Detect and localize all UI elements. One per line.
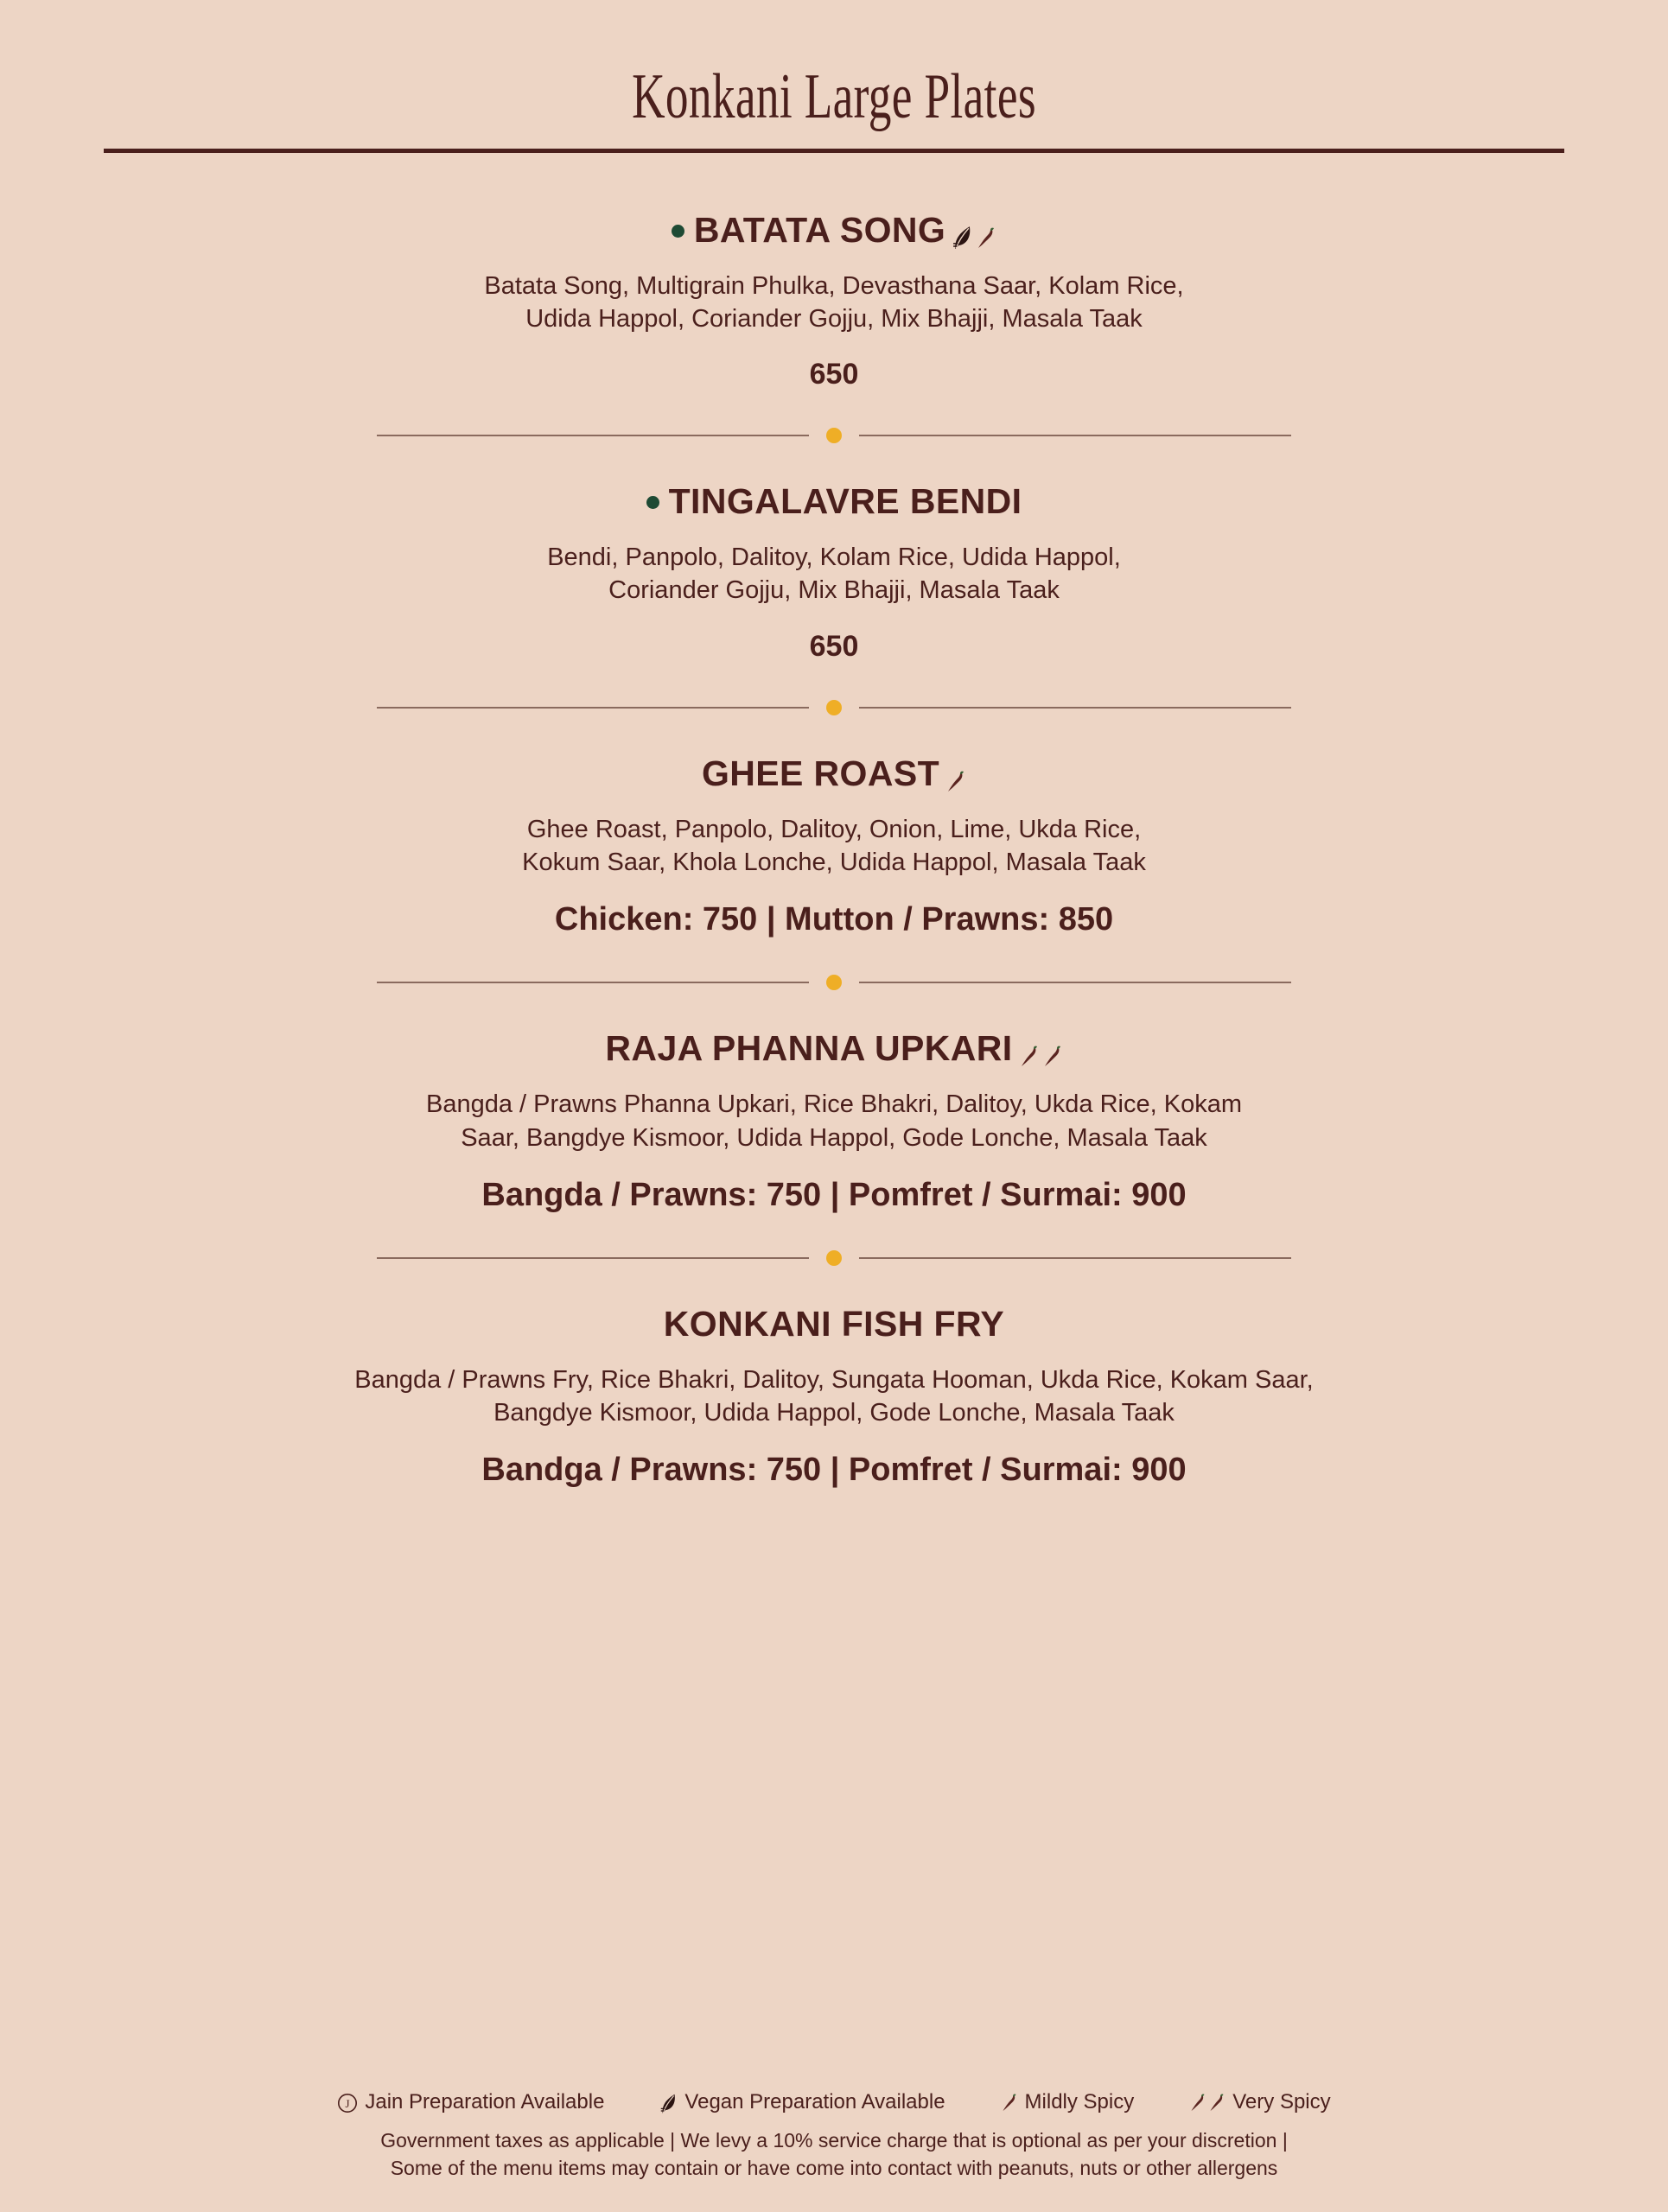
disclaimer-text (104, 2126, 1564, 2183)
veg-indicator-icon (672, 225, 684, 238)
description-line: Bangda / Prawns Fry, Rice Bhakri, Dalitoy, Sungata Hooman, Ukda Rice, Kokam Saar, (354, 1365, 1314, 1394)
menu-item-description (104, 1363, 1564, 1430)
description-line: Udida Happol, Coriander Gojju, Mix Bhajji, Masala Taak (525, 304, 1143, 333)
divider-line-left (377, 982, 809, 983)
menu-item-title: RAJA PHANNA UPKARI (605, 1028, 1013, 1069)
divider-dot (826, 1250, 842, 1266)
chili-very-icon (1019, 1037, 1040, 1060)
menu-item-title: KONKANI FISH FRY (663, 1303, 1005, 1344)
menu-item-price: 650 (809, 629, 859, 663)
divider-line-right (859, 435, 1291, 436)
menu-item-badges (1019, 1037, 1063, 1060)
description-line: Ghee Roast, Panpolo, Dalitoy, Onion, Lime, Ukda Rice, (526, 815, 1142, 843)
divider-line-right (859, 707, 1291, 709)
leaf-vegan-icon (659, 2093, 678, 2113)
menu-item-price: Bandga / Prawns: 750 | Pomfret / Surmai: 900 (481, 1452, 1187, 1489)
chili-mild-icon (1001, 2094, 1018, 2113)
chili-very-icon (1042, 1037, 1063, 1060)
chili-very-icon (1208, 2094, 1226, 2113)
leaf-vegan-icon (952, 218, 973, 243)
menu-item-name-row (104, 753, 1564, 794)
menu-item-name-row (104, 1304, 1564, 1344)
legend-item (659, 2090, 945, 2114)
description-line: Coriander Gojju, Mix Bhajji, Masala Taak (608, 576, 1060, 605)
divider-dot (826, 428, 842, 443)
menu-item (104, 481, 1564, 664)
chili-mild-icon (945, 762, 966, 785)
legend-item-label: Jain Preparation Available (365, 2089, 605, 2113)
page-title: Konkani Large Plates (632, 61, 1036, 132)
menu-item-title: BATATA SONG (693, 209, 946, 250)
menu-item-name-row (104, 1028, 1564, 1069)
menu-item (104, 1304, 1564, 1490)
menu-footer (104, 2090, 1564, 2212)
menu-item (104, 1028, 1564, 1214)
description-line: Kokum Saar, Khola Lonche, Udida Happol, Masala Taak (522, 849, 1146, 877)
menu-item (104, 210, 1564, 392)
svg-text:J: J (345, 2096, 350, 2110)
menu-item-name-row (104, 210, 1564, 251)
disclaimer-line: Government taxes as applicable | We levy a 10% service charge that is optional as per your discretion | (380, 2128, 1288, 2152)
divider-dot (826, 975, 842, 990)
chili-very-icon-group (1189, 2092, 1226, 2112)
menu-item-name-row (104, 481, 1564, 522)
legend-item (337, 2090, 604, 2114)
divider-line-left (377, 707, 809, 709)
section-divider (104, 975, 1564, 990)
chili-very-icon (1189, 2094, 1206, 2113)
disclaimer-line: Some of the menu items may contain or have come into contact with peanuts, nuts or other allergens (390, 2157, 1278, 2180)
menu-item-description (104, 541, 1564, 607)
chili-mild-icon (976, 219, 996, 242)
section-divider (104, 700, 1564, 715)
menu-item-description (104, 270, 1564, 336)
section-divider (104, 1250, 1564, 1266)
divider-line-right (859, 1257, 1291, 1259)
description-line: Bangdye Kismoor, Udida Happol, Gode Lonche, Masala Taak (493, 1399, 1175, 1427)
divider-dot (826, 700, 842, 715)
menu-items-list (104, 153, 1564, 2090)
divider-line-left (377, 435, 809, 436)
description-line: Bendi, Panpolo, Dalitoy, Kolam Rice, Udida Happol, (547, 543, 1121, 572)
menu-item-description (104, 1088, 1564, 1154)
menu-item-price: Chicken: 750 | Mutton / Prawns: 850 (554, 901, 1114, 938)
menu-item-price: 650 (809, 358, 859, 391)
menu-item-title: GHEE ROAST (701, 753, 940, 793)
legend-item (1189, 2090, 1330, 2114)
description-line: Saar, Bangdye Kismoor, Udida Happol, Gode Lonche, Masala Taak (461, 1123, 1207, 1152)
legend-item-label: Very Spicy (1232, 2089, 1331, 2113)
menu-item-description (104, 813, 1564, 880)
section-divider (104, 428, 1564, 443)
veg-indicator-icon (646, 496, 659, 509)
jain-icon (337, 2093, 358, 2113)
legend-item (1001, 2090, 1135, 2114)
menu-header (104, 0, 1564, 153)
menu-item-badges (952, 218, 996, 243)
legend-item-label: Mildly Spicy (1024, 2089, 1135, 2113)
menu-item-title: TINGALAVRE BENDI (668, 481, 1022, 522)
menu-item-badges (945, 762, 966, 785)
menu-item (104, 753, 1564, 939)
description-line: Bangda / Prawns Phanna Upkari, Rice Bhakri, Dalitoy, Ukda Rice, Kokam (425, 1090, 1242, 1119)
legend-row (104, 2090, 1564, 2114)
legend-item-label: Vegan Preparation Available (684, 2089, 945, 2113)
divider-line-left (377, 1257, 809, 1259)
description-line: Batata Song, Multigrain Phulka, Devasthana Saar, Kolam Rice, (484, 271, 1184, 300)
divider-line-right (859, 982, 1291, 983)
menu-item-price: Bangda / Prawns: 750 | Pomfret / Surmai: 900 (481, 1176, 1187, 1213)
